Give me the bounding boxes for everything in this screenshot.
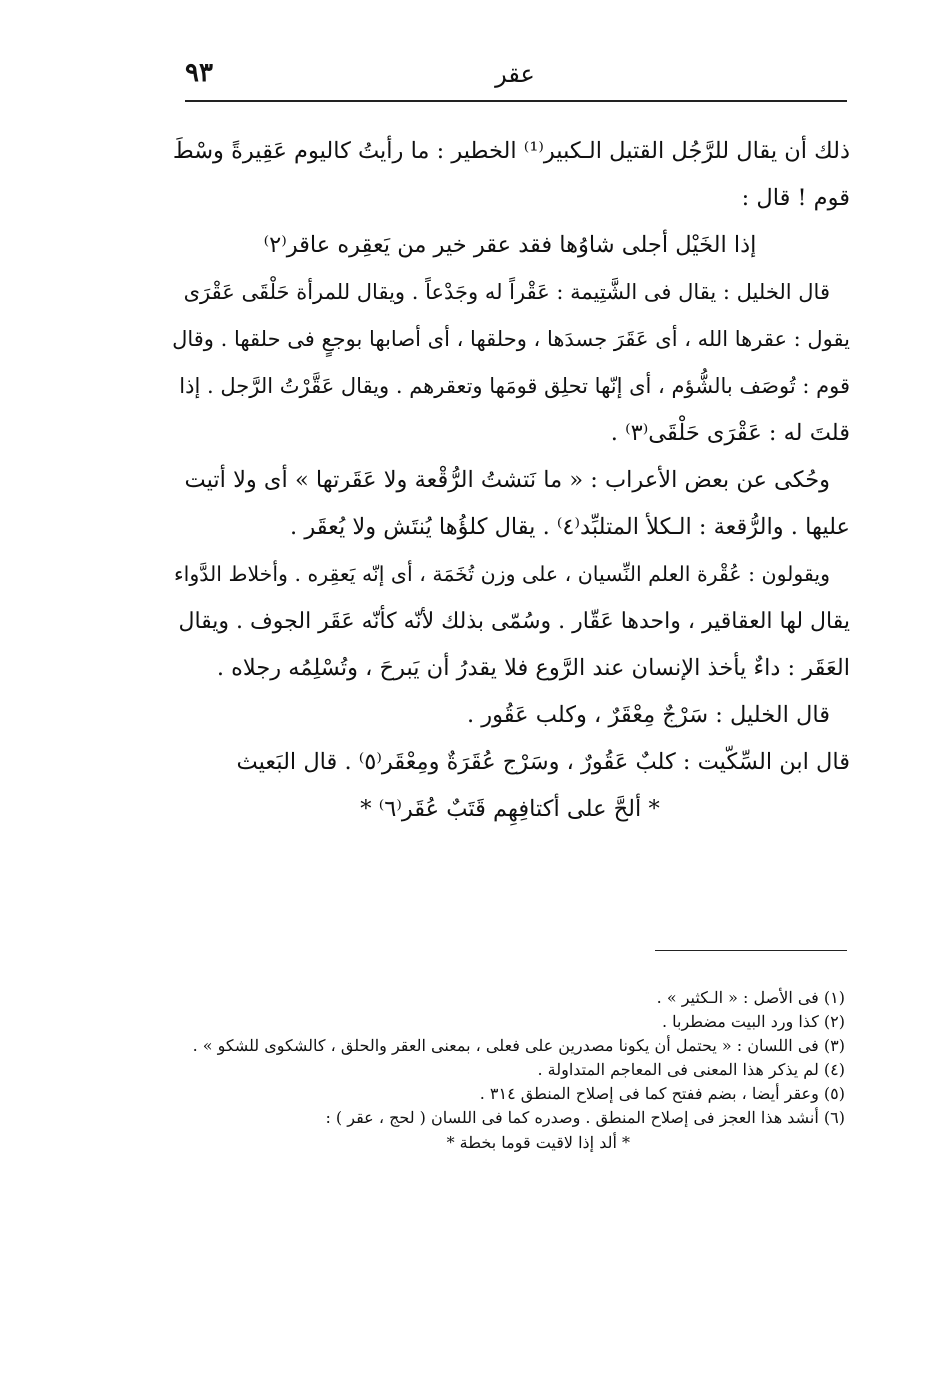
footnote: (١) فى الأصل : « الـكثير » . — [656, 988, 845, 1007]
text-line: عليها . والرُّقعة : الـكلأ المتلبِّد⁽٤⁾ . يقال كلؤُها يُنتَش ولا يُعقَر . — [290, 514, 850, 540]
footnote: (٦) أنشد هذا العجز فى إصلاح المنطق . وصدره كما فى اللسان ( لحج ، عقر ) : — [325, 1108, 845, 1127]
text-line: العَقَر : داءٌ يأخذ الإنسان عند الرَّوع فلا يقدرُ أن يَبرحَ ، وتُسْلِمُه رجلاه . — [216, 655, 850, 681]
text-line: قال ابن السِّكّيت : كلبٌ عَقُورٌ ، وسَرْج عُقَرَةٌ ومِعْقَر⁽٥⁾ . قال البَعيث — [236, 749, 850, 775]
page-header — [185, 58, 845, 98]
text-line: قوم ! قال : — [741, 185, 850, 211]
text-line: وحُكى عن بعض الأعراب : « ما نَتشتُ الرُّقْعة ولا عَقَرتها » أى ولا أتيت — [184, 467, 830, 493]
text-line: يقال لها العقاقير ، واحدها عَقّار . وسُمّى بذلك لأنّه كأنّه عَقَر الجوف . ويقال — [178, 609, 850, 634]
verse-line: * ألحَّ على أكتافِهِم قَتَبٌ عُقَر⁽٦⁾ * — [360, 796, 660, 822]
text-line: قال الخليل : يقال فى الشَّتِيمة : عَقْراً له وجَدْعاً . ويقال للمرأة حَلْقَى عَقْرَى — [183, 280, 830, 304]
text-line: قال الخليل : سَرْجٌ مِعْقَرٌ ، وكلب عَقُور . — [467, 702, 830, 728]
text-line: قلتَ له : عَقْرَى حَلْقَى⁽٣⁾ . — [610, 420, 850, 446]
footnote: (٥) وعقر أيضا ، بضم ففتح كما فى إصلاح المنطق ٣١٤ . — [479, 1084, 845, 1103]
text-line: ذلك أن يقال للرَّجُل القتيل الـكبير⁽¹⁾ الخطير : ما رأيتُ كاليوم عَقِيرةً وسْطَ — [172, 138, 850, 164]
main-text — [170, 128, 850, 833]
footnote-verse: * ألد إذا لاقيت قوما بخطة * — [446, 1133, 630, 1152]
page-number: ٩٣ — [185, 58, 213, 88]
footnote: (٣) فى اللسان : « يحتمل أن يكونا مصدرين على فعلى ، بمعنى العقر والحلق ، كالشكوى للشكو » . — [192, 1036, 845, 1055]
verse-line: إذا الخَيْل أجلى شاوُها فقد عقر خير من يَعقِره عاقر⁽٢⁾ — [263, 232, 757, 258]
footnote: (٤) لم يذكر هذا المعنى فى المعاجم المتداولة . — [537, 1060, 845, 1079]
header-rule — [185, 100, 847, 102]
text-line: قوم : تُوصَف بالشُّؤم ، أى إنّها تحلِق قومَها وتعقرهم . ويقال عَقَّرْتُ الرَّجل . إذا — [179, 374, 850, 398]
footnote: (٢) كذا ورد البيت مضطربا . — [661, 1012, 845, 1031]
text-line: ويقولون : عُقْرة العلم النِّسيان ، على وزن تُخَمَة ، أى إنّه يَعقِره . وأخلاط الدَّواء — [174, 562, 830, 586]
running-head: عقر — [495, 60, 535, 88]
footnotes — [150, 986, 845, 1156]
text-line: يقول : عقرها الله ، أى عَقَرَ جسدَها ، وحلقها ، أى أصابها بوجعٍ فى حلقها . وقال — [172, 327, 850, 351]
footnote-rule — [655, 950, 847, 951]
